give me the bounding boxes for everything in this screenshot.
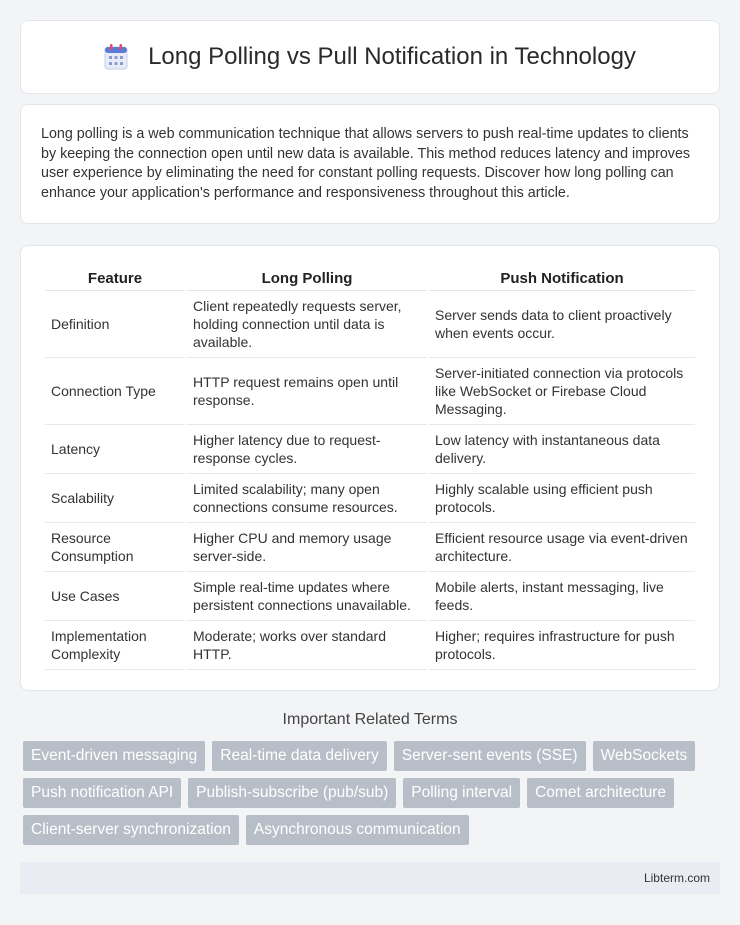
long-polling-cell: HTTP request remains open until response. [187, 358, 427, 425]
column-header: Push Notification [429, 266, 695, 291]
related-term-tag[interactable]: Real-time data delivery [212, 741, 387, 771]
table-header-row [45, 266, 695, 291]
push-notification-cell: Server sends data to client proactively when events occur. [429, 291, 695, 358]
table-row [45, 572, 695, 621]
related-term-tag[interactable]: Push notification API [23, 778, 181, 808]
intro-card [20, 104, 720, 224]
related-term-tag[interactable]: Publish-subscribe (pub/sub) [188, 778, 396, 808]
related-terms-section [20, 711, 720, 845]
push-notification-cell: Higher; requires infrastructure for push protocols. [429, 621, 695, 670]
push-notification-cell: Low latency with instantaneous data delivery. [429, 425, 695, 474]
related-term-tag[interactable]: Asynchronous communication [246, 815, 469, 845]
push-notification-cell: Server-initiated connection via protocols like WebSocket or Firebase Cloud Messaging. [429, 358, 695, 425]
feature-cell: Implementation Complexity [45, 621, 185, 670]
feature-cell: Definition [45, 291, 185, 358]
table-row [45, 523, 695, 572]
long-polling-cell: Simple real-time updates where persistent connections unavailable. [187, 572, 427, 621]
column-header: Long Polling [187, 266, 427, 291]
footer [20, 862, 720, 894]
related-term-tag[interactable]: Comet architecture [527, 778, 674, 808]
long-polling-cell: Client repeatedly requests server, holding connection until data is available. [187, 291, 427, 358]
page-title: Long Polling vs Pull Notification in Technology [148, 43, 636, 70]
feature-cell: Scalability [45, 474, 185, 523]
feature-cell: Use Cases [45, 572, 185, 621]
comparison-table [43, 266, 697, 670]
related-term-tag[interactable]: Polling interval [403, 778, 520, 808]
table-row [45, 425, 695, 474]
long-polling-cell: Higher CPU and memory usage server-side. [187, 523, 427, 572]
feature-cell: Latency [45, 425, 185, 474]
table-row [45, 474, 695, 523]
push-notification-cell: Highly scalable using efficient push protocols. [429, 474, 695, 523]
column-header: Feature [45, 266, 185, 291]
table-row [45, 291, 695, 358]
tag-list [20, 741, 720, 845]
related-term-tag[interactable]: Client-server synchronization [23, 815, 239, 845]
table-row [45, 621, 695, 670]
long-polling-cell: Higher latency due to request-response cycles. [187, 425, 427, 474]
feature-cell: Resource Consumption [45, 523, 185, 572]
push-notification-cell: Mobile alerts, instant messaging, live feeds. [429, 572, 695, 621]
table-row [45, 358, 695, 425]
push-notification-cell: Efficient resource usage via event-driven architecture. [429, 523, 695, 572]
related-terms-title: Important Related Terms [282, 711, 458, 728]
related-term-tag[interactable]: Server-sent events (SSE) [394, 741, 586, 771]
feature-cell: Connection Type [45, 358, 185, 425]
header-card [20, 20, 720, 94]
related-term-tag[interactable]: WebSockets [593, 741, 696, 771]
comparison-card [20, 245, 720, 691]
intro-text: Long polling is a web communication technique that allows servers to push real-time updates to clients by keeping the connection open until new data is available. This method reduces latency and improves user experience by eliminating the need for constant polling requests. Discover how long polling can enhance your application's performance and responsiveness throughout this article. [41, 126, 691, 201]
footer-link[interactable]: Libterm.com [643, 871, 710, 885]
calendar-icon [104, 44, 128, 70]
long-polling-cell: Limited scalability; many open connections consume resources. [187, 474, 427, 523]
long-polling-cell: Moderate; works over standard HTTP. [187, 621, 427, 670]
related-term-tag[interactable]: Event-driven messaging [23, 741, 205, 771]
